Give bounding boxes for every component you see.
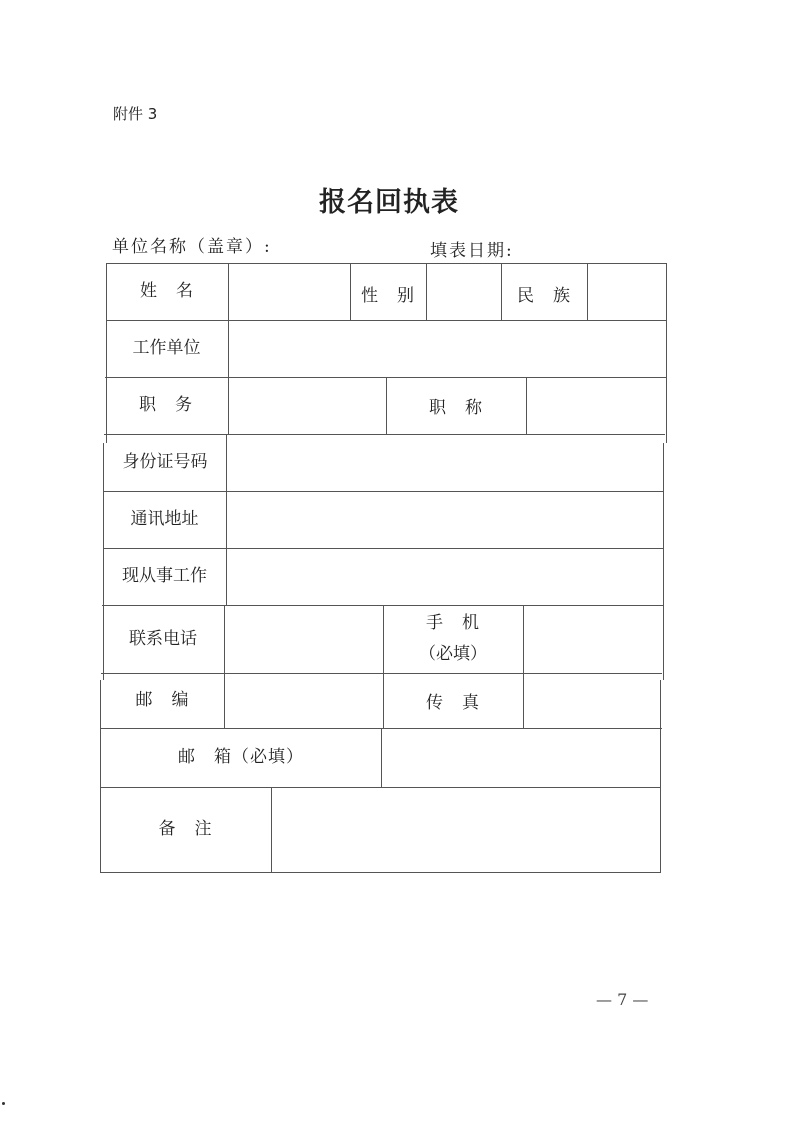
- phone-field[interactable]: [224, 605, 383, 673]
- title-rank-field[interactable]: [526, 377, 666, 434]
- table-border-bottom: [100, 872, 661, 873]
- phone-label: 联系电话: [129, 628, 197, 649]
- page-number: — 7 —: [596, 990, 649, 1009]
- gender-field[interactable]: [426, 263, 501, 320]
- mobile-field[interactable]: [523, 605, 663, 673]
- address-field[interactable]: [226, 491, 664, 548]
- scan-speck: [2, 1102, 5, 1105]
- email-label: 邮 箱（必填）: [178, 747, 304, 768]
- attachment-label: 附件 3: [113, 105, 158, 123]
- mobile-required-note: （必填）: [419, 644, 487, 664]
- ethnicity-field[interactable]: [587, 263, 666, 320]
- id-number-label: 身份证号码: [122, 452, 208, 473]
- fax-label: 传 真: [426, 693, 480, 714]
- registration-form-table: [100, 256, 666, 872]
- position-label: 职 务: [139, 395, 193, 416]
- ethnicity-label: 民 族: [517, 286, 571, 307]
- work-unit-field[interactable]: [228, 320, 666, 377]
- email-field[interactable]: [381, 728, 661, 787]
- address-label: 通讯地址: [130, 509, 199, 530]
- id-number-field[interactable]: [226, 434, 664, 491]
- name-label: 姓 名: [140, 281, 194, 302]
- position-field[interactable]: [228, 377, 386, 434]
- postcode-label: 邮 编: [135, 690, 190, 711]
- page-title: 报名回执表: [319, 187, 459, 218]
- remarks-field[interactable]: [271, 787, 661, 872]
- fill-date-label: 填表日期:: [430, 241, 514, 261]
- title-rank-label: 职 称: [429, 398, 483, 419]
- table-border-right-upper: [666, 263, 667, 443]
- unit-name-label: 单位名称（盖章）:: [112, 237, 272, 257]
- fax-field[interactable]: [523, 673, 663, 728]
- mobile-label: 手 机: [426, 613, 480, 634]
- postcode-field[interactable]: [224, 673, 383, 728]
- gender-label: 性 别: [361, 286, 415, 307]
- mobile-label-cell: [383, 605, 523, 673]
- current-work-label: 现从事工作: [122, 566, 207, 587]
- current-work-field[interactable]: [226, 548, 664, 605]
- remarks-label: 备 注: [158, 819, 213, 840]
- name-field[interactable]: [228, 263, 350, 320]
- work-unit-label: 工作单位: [132, 338, 201, 359]
